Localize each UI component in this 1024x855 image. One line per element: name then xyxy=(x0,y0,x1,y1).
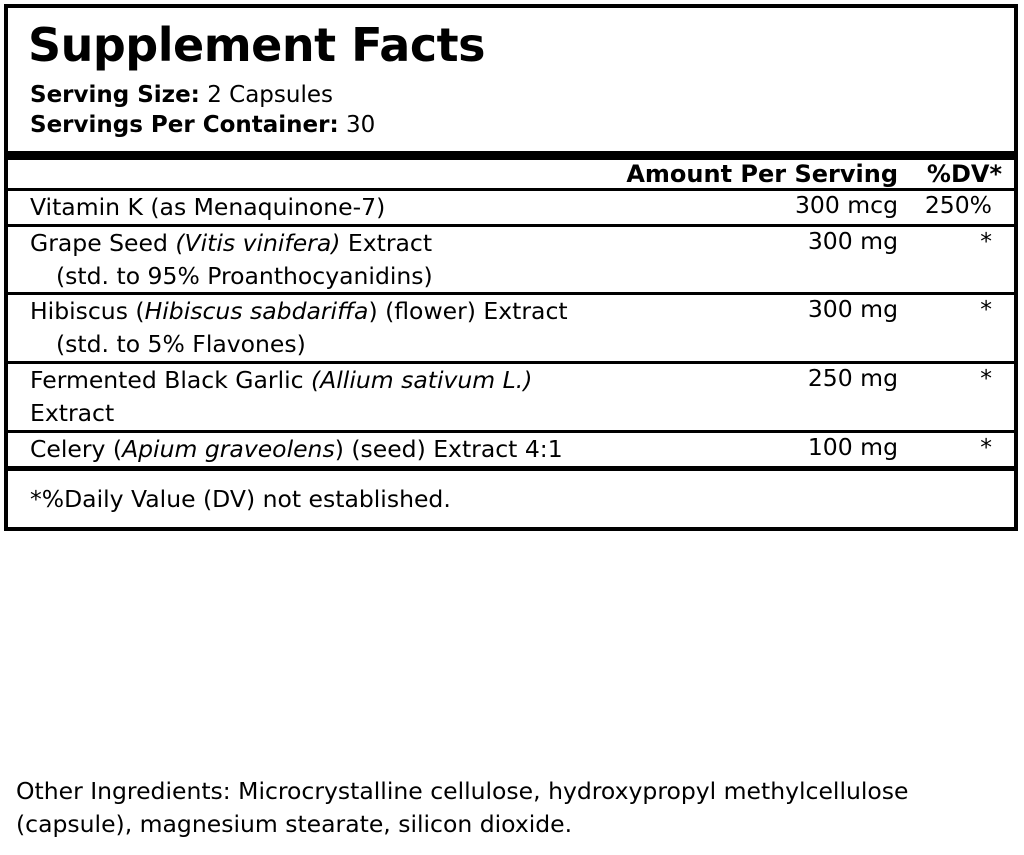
header-percent-dv: %DV* xyxy=(926,159,1002,188)
table-row xyxy=(8,227,1014,293)
nutrient-name-pre: Hibiscus ( xyxy=(30,297,145,326)
daily-value-footnote: *%Daily Value (DV) not established. xyxy=(30,484,451,513)
nutrient-dv: * xyxy=(980,364,992,393)
table-row xyxy=(8,364,1014,430)
table-row xyxy=(8,191,1014,224)
nutrient-name xyxy=(8,364,602,430)
nutrient-name-latin: (Vitis vinifera) xyxy=(175,228,341,257)
nutrient-name-post: Extract xyxy=(30,399,115,428)
nutrient-amount: 100 mg xyxy=(807,432,898,461)
servings-per-container-label: Servings Per Container: xyxy=(30,112,339,139)
nutrient-name-pre: Grape Seed xyxy=(30,228,176,257)
nutrient-amount: 300 mcg xyxy=(794,190,898,219)
nutrient-standardization: (std. to 5% Flavones) xyxy=(56,330,306,359)
nutrient-name-pre: Fermented Black Garlic xyxy=(30,366,312,395)
nutrient-dv: * xyxy=(980,295,992,324)
serving-size-value: 2 Capsules xyxy=(207,82,333,108)
nutrient-name xyxy=(8,433,602,466)
servings-per-container-line xyxy=(8,110,1014,150)
nutrient-amount: 250 mg xyxy=(807,364,898,393)
nutrient-name-post: ) (flower) Extract xyxy=(368,297,568,326)
other-ingredients: Other Ingredients: Microcrystalline cellulose, hydroxypropyl methylcellulose (capsule), magnesium stearate, silicon dioxide. xyxy=(16,777,909,839)
page-title: Supplement Facts xyxy=(28,18,485,72)
nutrient-dv: * xyxy=(980,432,992,461)
nutrient-name-post: ) (seed) Extract 4:1 xyxy=(334,434,563,463)
nutrient-name xyxy=(8,227,602,293)
serving-size-line xyxy=(8,74,1014,110)
supplement-facts-panel xyxy=(4,4,1018,531)
nutrient-name: Vitamin K (as Menaquinone-7) xyxy=(30,192,386,221)
nutrient-standardization: (std. to 95% Proanthocyanidins) xyxy=(56,261,433,290)
nutrient-amount: 300 mg xyxy=(807,226,898,255)
table-row xyxy=(8,433,1014,466)
table-row xyxy=(8,295,1014,361)
serving-size-label: Serving Size: xyxy=(30,82,200,108)
header-nutrient-blank xyxy=(8,160,602,188)
divider-under-serving-info xyxy=(8,151,1014,160)
nutrient-table xyxy=(8,160,1014,466)
nutrient-name xyxy=(8,295,602,361)
servings-per-container-value: 30 xyxy=(346,112,376,139)
nutrient-amount: 300 mg xyxy=(807,295,898,324)
nutrient-name-latin: Hibiscus sabdariffa xyxy=(144,297,369,326)
nutrient-name-pre: Celery ( xyxy=(30,434,123,463)
header-amount-per-serving: Amount Per Serving xyxy=(626,159,898,188)
table-header-row xyxy=(8,160,1014,188)
nutrient-name-post: Extract xyxy=(340,228,433,257)
nutrient-dv: * xyxy=(980,226,992,255)
nutrient-name-latin: (Allium sativum L.) xyxy=(311,366,533,395)
nutrient-dv: 250% xyxy=(924,190,992,219)
nutrient-name-latin: Apium graveolens xyxy=(122,434,335,463)
